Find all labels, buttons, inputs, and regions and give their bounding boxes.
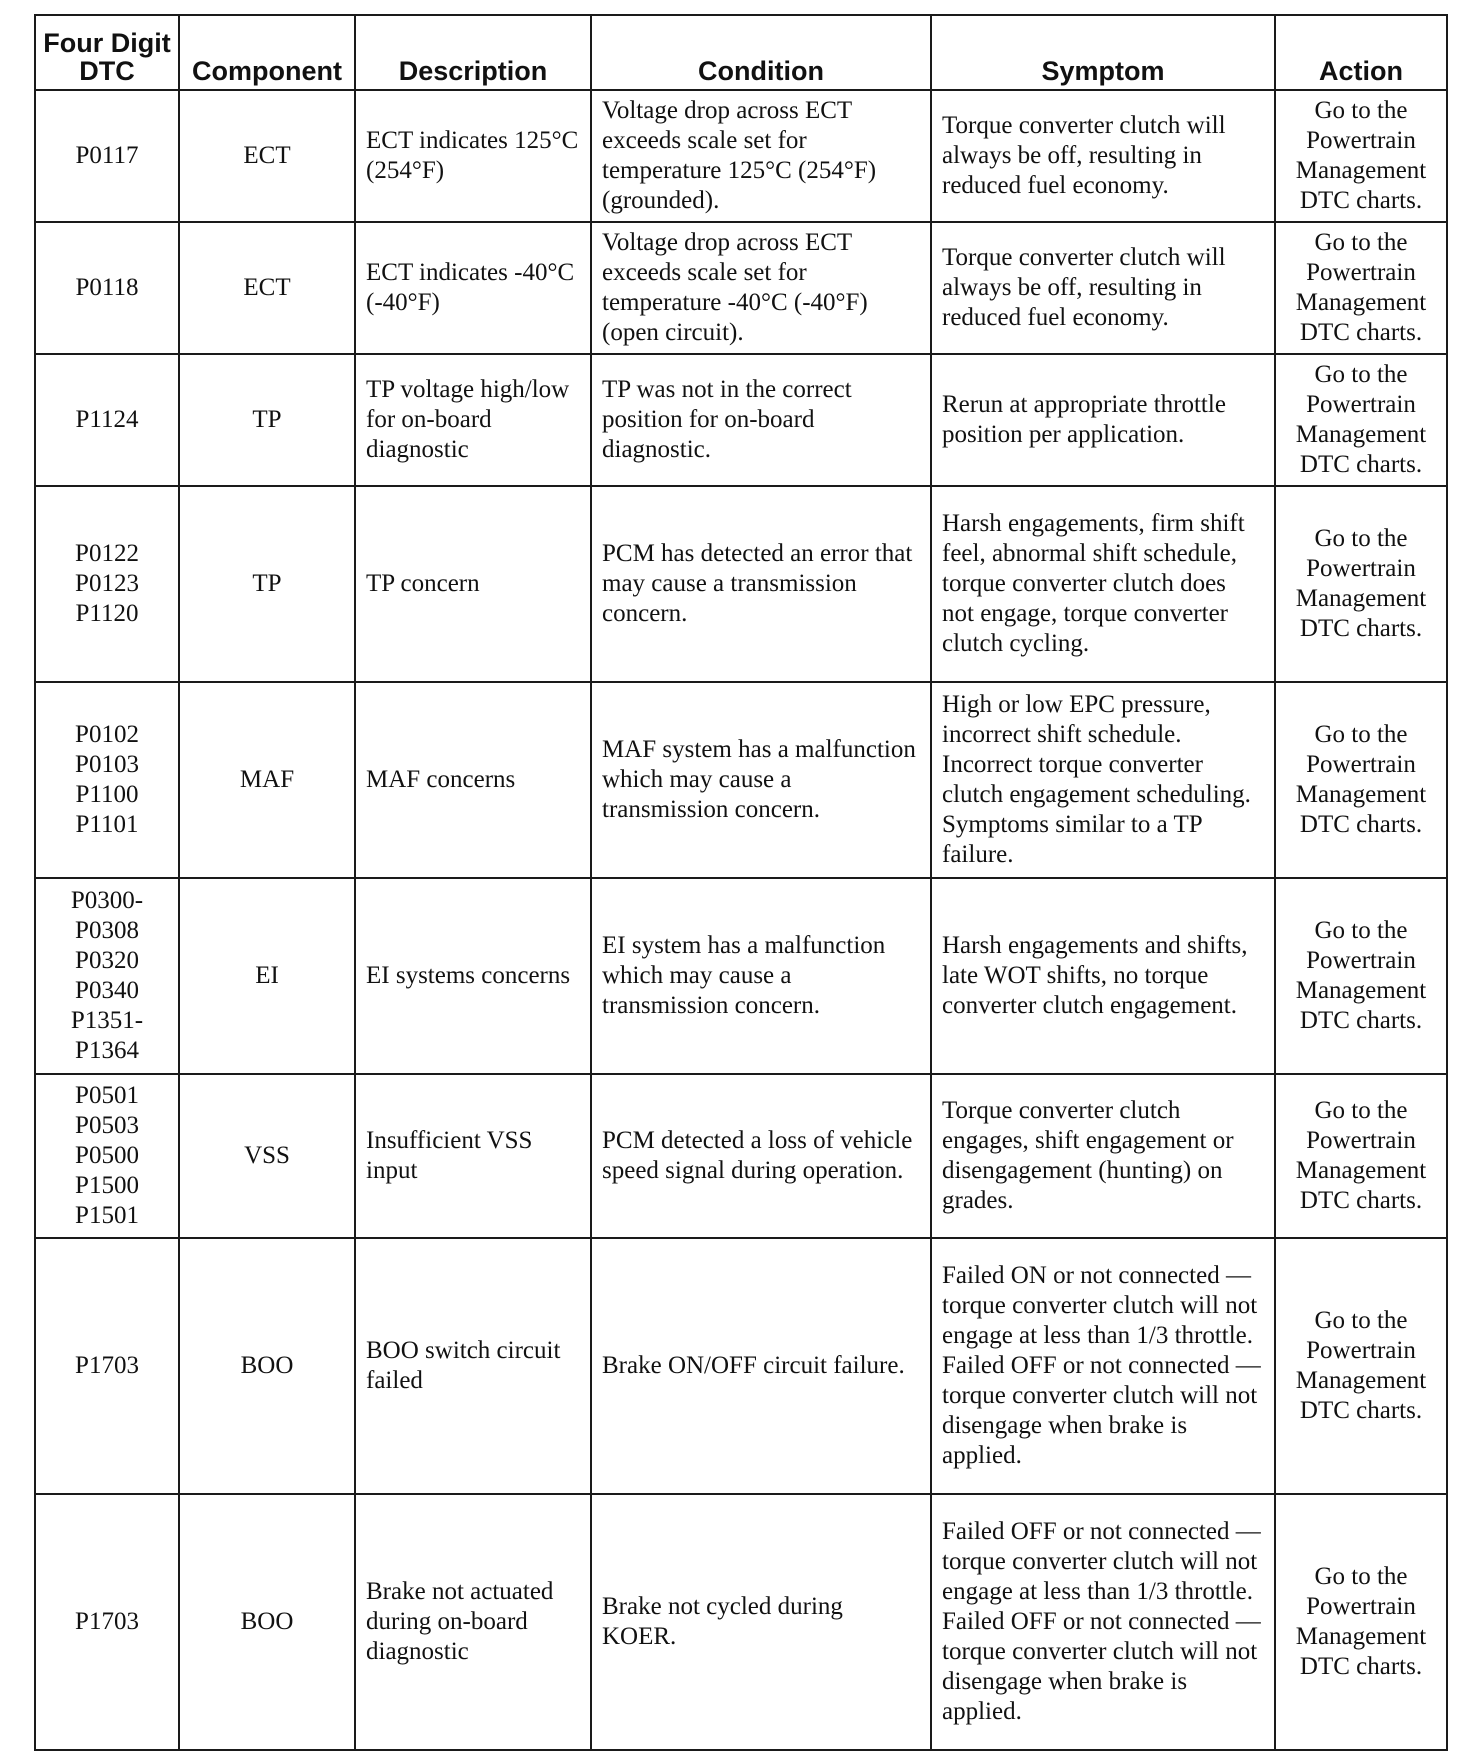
action-cell: Go to the Powertrain Management DTC charts. <box>1275 682 1447 878</box>
dtc-code-cell <box>35 222 179 354</box>
col-header-description: Description <box>355 15 591 90</box>
action-cell: Go to the Powertrain Management DTC charts. <box>1275 1238 1447 1494</box>
dtc-code: P1501 <box>75 1202 139 1229</box>
description-cell: EI systems concerns <box>355 878 591 1074</box>
col-header-dtc <box>35 15 179 90</box>
component-cell: VSS <box>179 1074 355 1238</box>
col-header-dtc-line1: Four Digit <box>43 28 171 58</box>
condition-cell: Voltage drop across ECT exceeds scale set for temperature -40°C (-40°F) (open circuit). <box>591 222 931 354</box>
dtc-code: P0500 <box>75 1142 139 1169</box>
dtc-code-cell <box>35 682 179 878</box>
dtc-code-cell <box>35 354 179 486</box>
dtc-code-cell <box>35 878 179 1074</box>
dtc-code-cell <box>35 1494 179 1750</box>
col-header-component: Component <box>179 15 355 90</box>
col-header-symptom: Symptom <box>931 15 1275 90</box>
symptom-cell: High or low EPC pressure, incorrect shift schedule. Incorrect torque converter clutch engagement scheduling. Symptoms similar to a TP failure. <box>931 682 1275 878</box>
dtc-code: P1703 <box>75 1352 139 1379</box>
dtc-code: P0123 <box>75 570 139 597</box>
action-cell: Go to the Powertrain Management DTC charts. <box>1275 90 1447 222</box>
dtc-code: P0503 <box>75 1112 139 1139</box>
action-cell: Go to the Powertrain Management DTC charts. <box>1275 878 1447 1074</box>
table-row <box>35 682 1447 878</box>
dtc-code: P0118 <box>75 274 139 301</box>
symptom-cell: Rerun at appropriate throttle position per application. <box>931 354 1275 486</box>
symptom-cell: Torque converter clutch will always be off, resulting in reduced fuel economy. <box>931 222 1275 354</box>
component-cell: TP <box>179 354 355 486</box>
dtc-code: P0308 <box>75 917 139 944</box>
dtc-code: P0122 <box>75 540 139 567</box>
component-cell: BOO <box>179 1494 355 1750</box>
symptom-cell: Torque converter clutch engages, shift engagement or disengagement (hunting) on grades. <box>931 1074 1275 1238</box>
header-row <box>35 15 1447 90</box>
table-row <box>35 354 1447 486</box>
description-cell: ECT indicates -40°C (-40°F) <box>355 222 591 354</box>
symptom-cell: Harsh engagements, firm shift feel, abnormal shift schedule, torque converter clutch does not engage, torque converter clutch cycling. <box>931 486 1275 682</box>
condition-cell: TP was not in the correct position for on-board diagnostic. <box>591 354 931 486</box>
dtc-code: P1500 <box>75 1172 139 1199</box>
dtc-code: P1351- <box>70 1007 144 1034</box>
col-header-action: Action <box>1275 15 1447 90</box>
table-row <box>35 878 1447 1074</box>
dtc-code: P0300- <box>70 887 144 914</box>
symptom-cell: Torque converter clutch will always be off, resulting in reduced fuel economy. <box>931 90 1275 222</box>
dtc-reference-sheet <box>34 14 1446 1751</box>
dtc-code: P0102 <box>75 721 139 748</box>
symptom-cell: Harsh engagements and shifts, late WOT shifts, no torque converter clutch engagement. <box>931 878 1275 1074</box>
dtc-code: P1120 <box>75 600 139 627</box>
dtc-code: P0501 <box>75 1082 139 1109</box>
description-cell: ECT indicates 125°C (254°F) <box>355 90 591 222</box>
description-cell: Insufficient VSS input <box>355 1074 591 1238</box>
description-cell: MAF concerns <box>355 682 591 878</box>
component-cell: EI <box>179 878 355 1074</box>
action-cell: Go to the Powertrain Management DTC charts. <box>1275 1074 1447 1238</box>
description-cell: TP concern <box>355 486 591 682</box>
component-cell: ECT <box>179 90 355 222</box>
component-cell: BOO <box>179 1238 355 1494</box>
dtc-code: P0340 <box>75 977 139 1004</box>
component-cell: ECT <box>179 222 355 354</box>
table-row <box>35 1074 1447 1238</box>
component-cell: MAF <box>179 682 355 878</box>
description-cell: Brake not actuated during on-board diagnostic <box>355 1494 591 1750</box>
table-row <box>35 90 1447 222</box>
table-row <box>35 222 1447 354</box>
condition-cell: PCM has detected an error that may cause a transmission concern. <box>591 486 931 682</box>
col-header-dtc-line2: DTC <box>79 56 135 86</box>
dtc-code-cell <box>35 486 179 682</box>
action-cell: Go to the Powertrain Management DTC charts. <box>1275 1494 1447 1750</box>
dtc-code-cell <box>35 1074 179 1238</box>
dtc-code: P1100 <box>75 781 139 808</box>
dtc-code: P1364 <box>75 1037 139 1064</box>
dtc-code: P0117 <box>75 142 139 169</box>
table-row <box>35 1238 1447 1494</box>
description-cell: BOO switch circuit failed <box>355 1238 591 1494</box>
condition-cell: PCM detected a loss of vehicle speed signal during operation. <box>591 1074 931 1238</box>
condition-cell: MAF system has a malfunction which may cause a transmission concern. <box>591 682 931 878</box>
action-cell: Go to the Powertrain Management DTC charts. <box>1275 486 1447 682</box>
action-cell: Go to the Powertrain Management DTC charts. <box>1275 222 1447 354</box>
dtc-code: P1124 <box>75 406 139 433</box>
dtc-code: P1101 <box>75 811 139 838</box>
dtc-code: P0320 <box>75 947 139 974</box>
table-row <box>35 1494 1447 1750</box>
dtc-code-cell <box>35 1238 179 1494</box>
condition-cell: EI system has a malfunction which may cause a transmission concern. <box>591 878 931 1074</box>
symptom-cell: Failed ON or not connected — torque converter clutch will not engage at less than 1/3 throttle. Failed OFF or not connected — torque converter clutch will not disengage when brake is applied. <box>931 1238 1275 1494</box>
dtc-code: P1703 <box>75 1608 139 1635</box>
component-cell: TP <box>179 486 355 682</box>
dtc-code-cell <box>35 90 179 222</box>
condition-cell: Brake ON/OFF circuit failure. <box>591 1238 931 1494</box>
action-cell: Go to the Powertrain Management DTC charts. <box>1275 354 1447 486</box>
dtc-table <box>34 14 1448 1751</box>
table-row <box>35 486 1447 682</box>
col-header-condition: Condition <box>591 15 931 90</box>
condition-cell: Voltage drop across ECT exceeds scale set for temperature 125°C (254°F) (grounded). <box>591 90 931 222</box>
description-cell: TP voltage high/low for on-board diagnostic <box>355 354 591 486</box>
dtc-code: P0103 <box>75 751 139 778</box>
condition-cell: Brake not cycled during KOER. <box>591 1494 931 1750</box>
symptom-cell: Failed OFF or not connected — torque converter clutch will not engage at less than 1/3 throttle. Failed OFF or not connected — torque converter clutch will not disengage when brake is applied. <box>931 1494 1275 1750</box>
